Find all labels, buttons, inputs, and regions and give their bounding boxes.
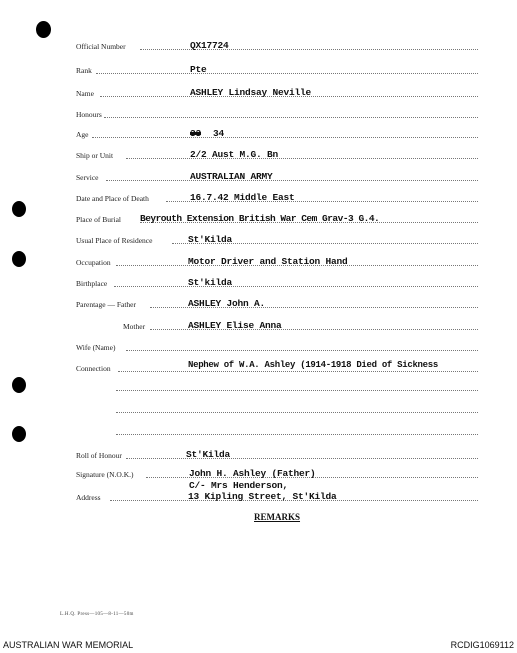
footer-record-id: RCDIG1069112 — [450, 640, 514, 650]
form-code: L.H.Q. Press—105—8-11—50m — [60, 612, 134, 617]
field-date-place-death — [76, 190, 478, 204]
field-label: Honours — [76, 110, 102, 119]
field-value: Motor Driver and Station Hand — [188, 256, 348, 267]
field-label: Address — [76, 493, 101, 502]
age-struck-value: 33 — [190, 128, 202, 139]
field-value: St'Kilda — [186, 449, 231, 460]
field-father — [76, 296, 478, 310]
field-value: AUSTRALIAN ARMY — [190, 171, 273, 182]
field-label: Ship or Unit — [76, 151, 114, 160]
field-value: 2/2 Aust M.G. Bn — [190, 149, 279, 160]
remarks-heading: REMARKS — [254, 512, 301, 522]
field-label: Signature (N.O.K.) — [76, 470, 134, 479]
field-usual-residence — [76, 232, 478, 246]
field-value: Pte — [190, 64, 207, 75]
field-occupation — [76, 254, 478, 268]
field-label: Occupation — [76, 258, 111, 267]
field-roll-of-honour — [76, 447, 478, 461]
footer-bar — [0, 638, 517, 653]
field-honours — [76, 106, 478, 120]
punch-hole-2 — [12, 251, 26, 267]
field-label: Date and Place of Death — [76, 194, 149, 203]
field-birthplace — [76, 275, 478, 289]
field-value: Beyrouth Extension British War Cem Grav-3 G.4. — [140, 213, 380, 224]
field-label: Service — [76, 173, 99, 182]
punch-hole-3 — [12, 377, 26, 393]
field-official-number — [76, 38, 478, 52]
field-label: Place of Burial — [76, 215, 121, 224]
field-label: Rank — [76, 66, 92, 75]
field-label: Name — [76, 89, 94, 98]
punch-hole-1 — [12, 201, 26, 217]
field-mother — [76, 318, 478, 332]
field-label: Roll of Honour — [76, 451, 122, 460]
field-value: ASHLEY John A. — [188, 298, 266, 309]
field-label: Parentage — Father — [76, 300, 136, 309]
field-value: ASHLEY Elise Anna — [188, 320, 282, 331]
field-value: St'kilda — [188, 277, 233, 288]
field-label: Connection — [76, 364, 111, 373]
field-wife — [76, 339, 478, 353]
blank-line — [116, 412, 478, 413]
field-ship-or-unit — [76, 147, 478, 161]
field-value: 34 — [213, 128, 225, 139]
field-label: Official Number — [76, 42, 126, 51]
field-label: Birthplace — [76, 279, 108, 288]
field-place-burial — [76, 211, 478, 225]
field-value: 16.7.42 Middle East — [190, 192, 295, 203]
field-rank — [76, 62, 478, 76]
field-service — [76, 169, 478, 183]
field-value: QX17724 — [190, 40, 229, 51]
blank-line — [116, 390, 478, 391]
field-value: Nephew of W.A. Ashley (1914-1918 Died of Sickness — [188, 360, 438, 370]
blank-line — [116, 434, 478, 435]
footer-source: AUSTRALIAN WAR MEMORIAL — [3, 640, 134, 650]
field-age — [76, 126, 478, 140]
field-label: Usual Place of Residence — [76, 236, 153, 245]
field-label: Age — [76, 130, 89, 139]
address-line1-value: C/- Mrs Henderson, — [189, 480, 289, 491]
field-label: Mother — [123, 322, 146, 331]
field-connection — [76, 360, 478, 374]
field-address — [76, 489, 478, 503]
field-value: John H. Ashley (Father) — [189, 468, 316, 479]
punch-hole-top — [36, 21, 51, 38]
address-line2-value: 13 Kipling Street, St'Kilda — [188, 491, 337, 502]
field-value: St'Kilda — [188, 234, 233, 245]
punch-hole-4 — [12, 426, 26, 442]
field-label: Wife (Name) — [76, 343, 116, 352]
field-name — [76, 85, 478, 99]
field-value: ASHLEY Lindsay Neville — [190, 87, 312, 98]
